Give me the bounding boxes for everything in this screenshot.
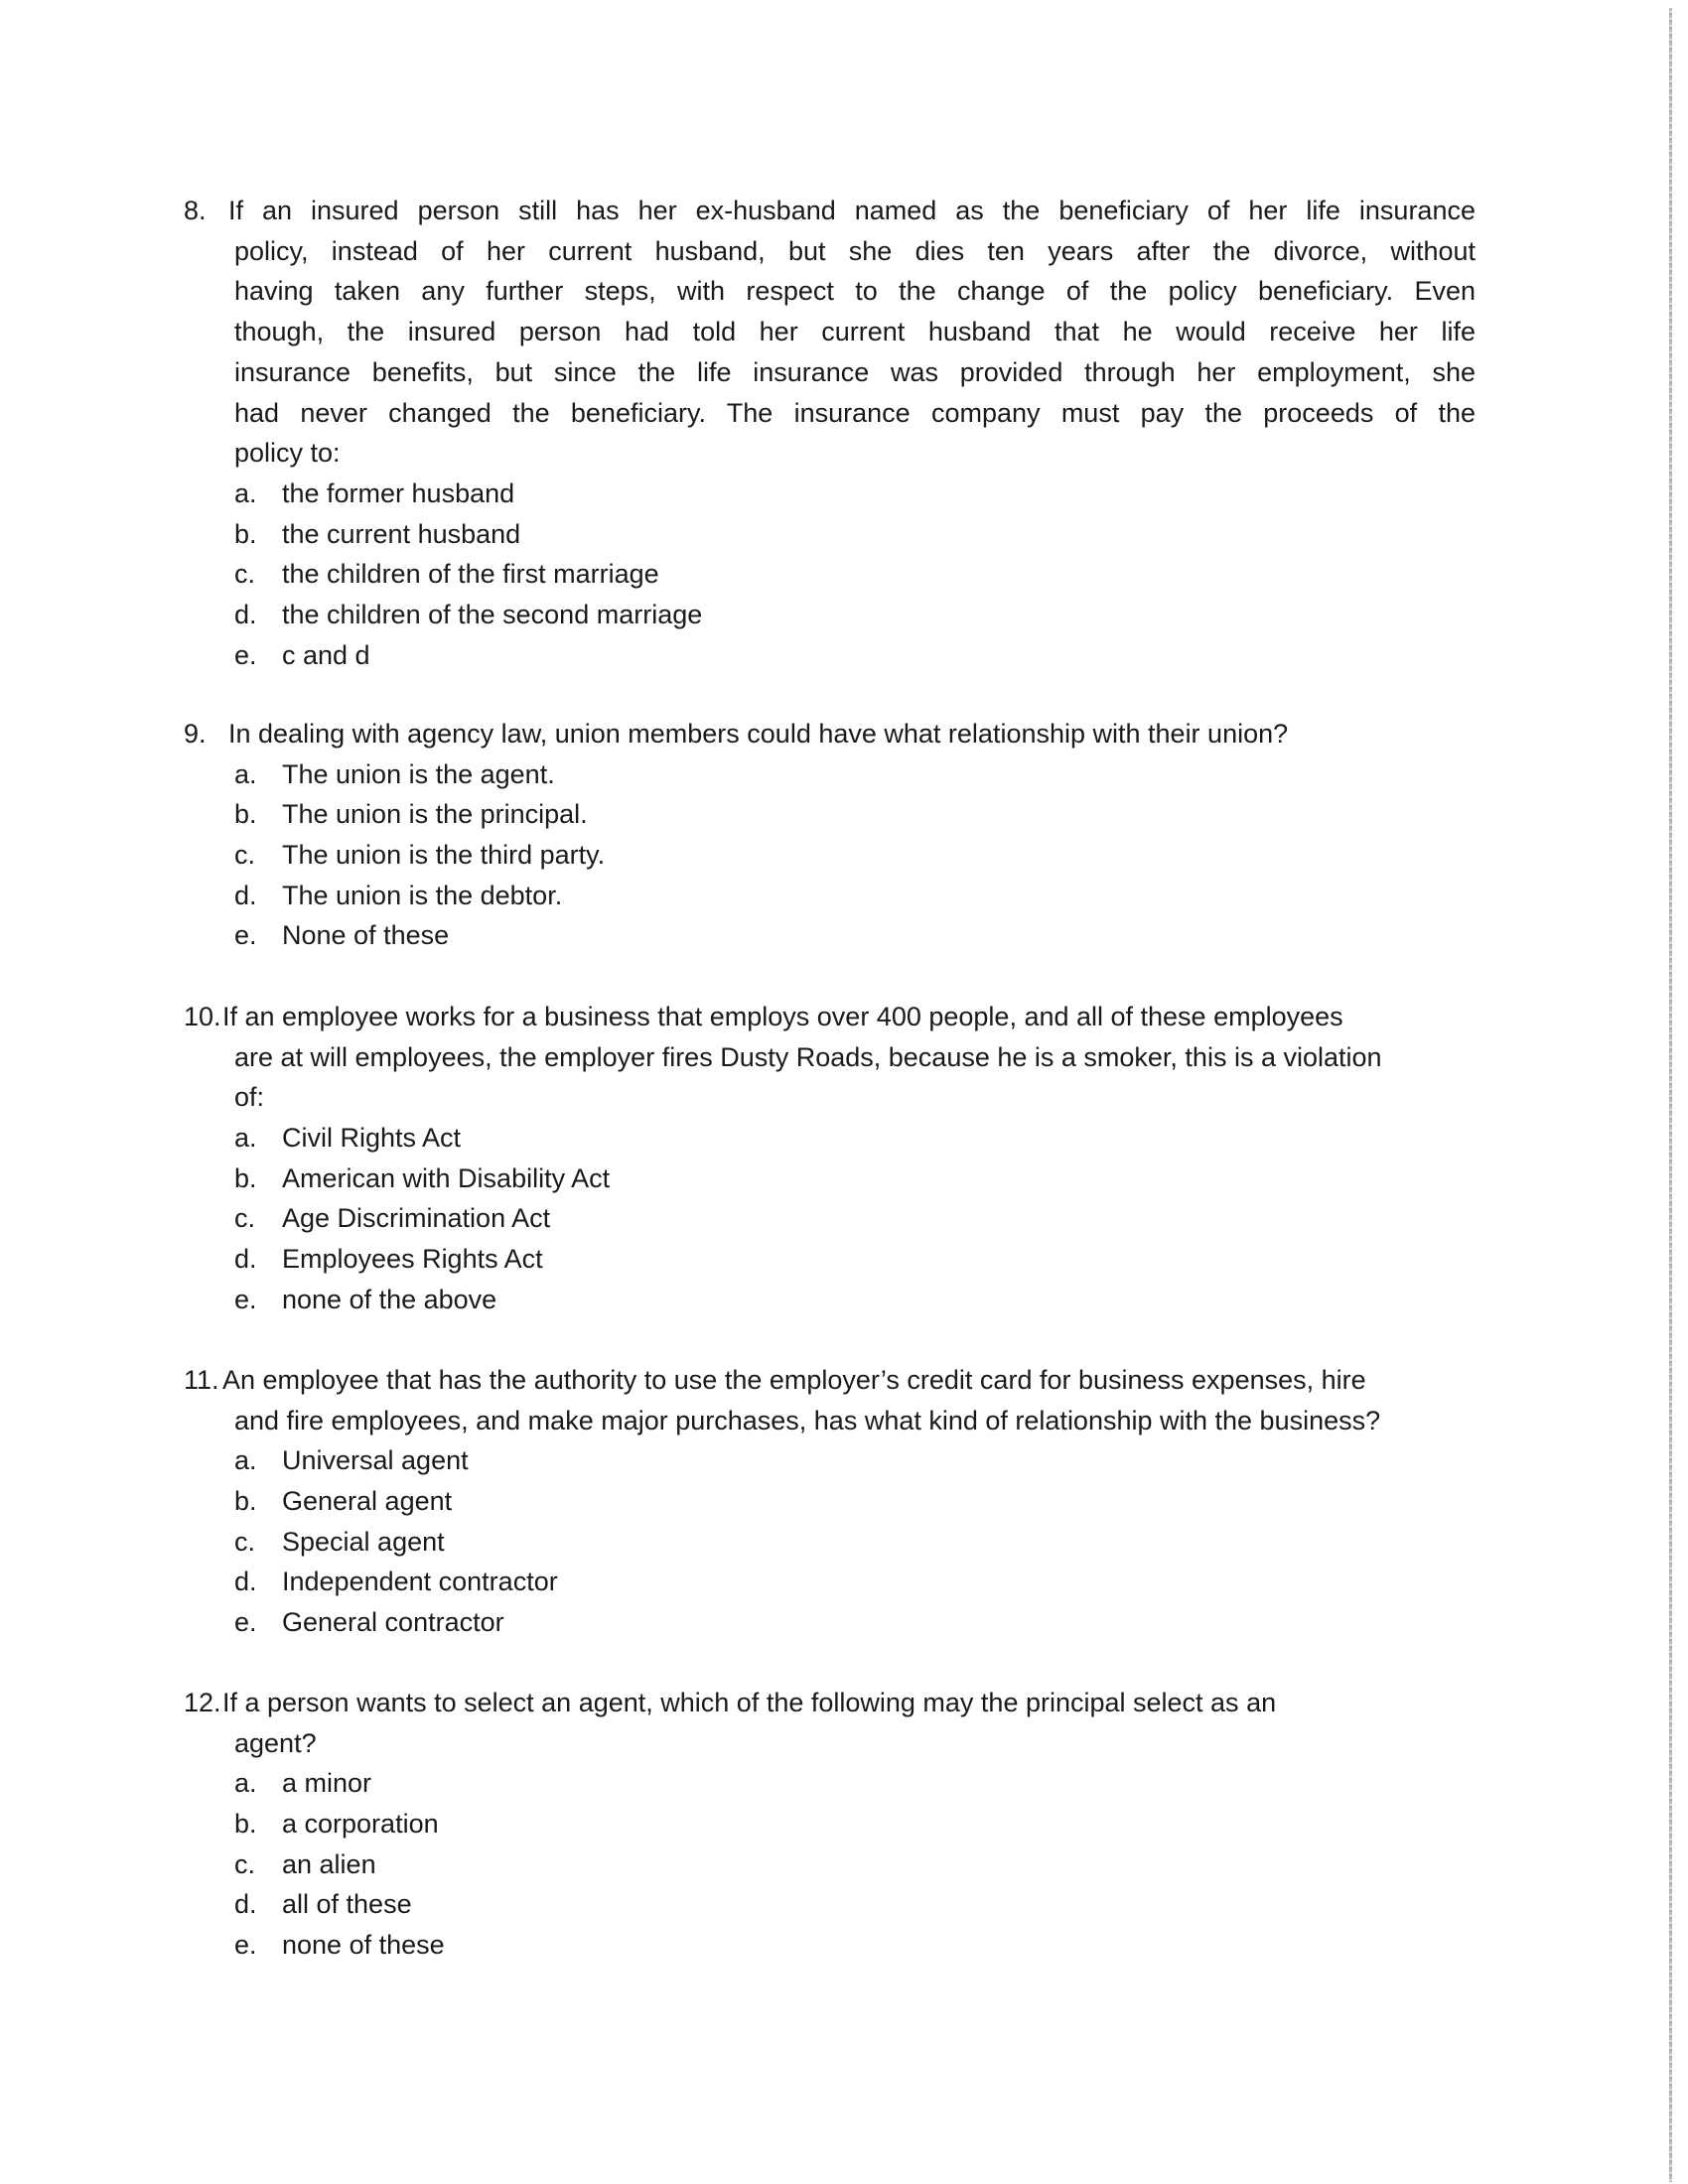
answer-option bbox=[234, 1198, 1476, 1239]
answer-option bbox=[234, 1562, 1476, 1602]
scan-edge-line bbox=[1669, 8, 1672, 2182]
option-letter: b. bbox=[234, 518, 257, 549]
question-number: 8. bbox=[184, 196, 207, 225]
option-text: a minor bbox=[282, 1768, 372, 1799]
option-letter: c. bbox=[234, 840, 256, 871]
option-letter: c. bbox=[234, 1203, 256, 1234]
option-letter: b. bbox=[234, 1809, 257, 1840]
question-text-line: If an insured person still has her ex-husband named as the beneficiary of her life insurance bbox=[228, 196, 1476, 225]
option-letter: a. bbox=[234, 478, 257, 508]
answer-option bbox=[234, 1844, 1476, 1885]
question-number: 12. bbox=[184, 1688, 221, 1717]
question-number: 11. bbox=[184, 1365, 219, 1395]
answer-option bbox=[234, 754, 1476, 795]
option-letter: d. bbox=[234, 1244, 257, 1275]
question-text-line: and fire employees, and make major purchases, has what kind of relationship with the business? bbox=[234, 1405, 1381, 1435]
option-letter: a. bbox=[234, 1123, 257, 1154]
option-letter: d. bbox=[234, 599, 257, 629]
answer-option bbox=[234, 1602, 1476, 1643]
option-text: The union is the agent. bbox=[282, 758, 555, 789]
answer-option bbox=[234, 1804, 1476, 1844]
answer-option bbox=[234, 1159, 1476, 1199]
question-text-line: had never changed the beneficiary. The insurance company must pay the proceeds of the bbox=[234, 397, 1476, 428]
option-letter: c. bbox=[234, 1848, 256, 1879]
option-text: none of the above bbox=[282, 1284, 497, 1314]
question-text-line: policy, instead of her current husband, but she dies ten years after the divorce, without bbox=[234, 235, 1476, 266]
answer-option bbox=[234, 514, 1476, 555]
question-number: 10. bbox=[184, 1002, 221, 1031]
option-letter: d. bbox=[234, 880, 257, 910]
option-text: Age Discrimination Act bbox=[282, 1203, 551, 1234]
question-text-line: having taken any further steps, with respect to the change of the policy beneficiary. Even bbox=[234, 276, 1476, 307]
answer-option bbox=[234, 915, 1476, 956]
question-text-line: If a person wants to select an agent, which of the following may the principal select as an bbox=[222, 1688, 1277, 1717]
option-text: a corporation bbox=[282, 1809, 439, 1840]
option-letter: b. bbox=[234, 799, 257, 830]
answer-option bbox=[234, 595, 1476, 635]
answer-option bbox=[234, 1481, 1476, 1522]
option-text: Employees Rights Act bbox=[282, 1244, 543, 1275]
option-letter: e. bbox=[234, 639, 257, 670]
question-text-line: though, the insured person had told her current husband that he would receive her life bbox=[234, 317, 1476, 347]
option-text: None of these bbox=[282, 920, 450, 951]
answer-option bbox=[234, 1925, 1476, 1966]
question-text-line: An employee that has the authority to use the employer’s credit card for business expenses, hire bbox=[222, 1365, 1366, 1395]
option-text: American with Disability Act bbox=[282, 1162, 611, 1193]
option-letter: e. bbox=[234, 1930, 257, 1961]
answer-option bbox=[234, 876, 1476, 916]
option-letter: a. bbox=[234, 1445, 257, 1476]
option-letter: b. bbox=[234, 1486, 257, 1517]
answer-option bbox=[234, 474, 1476, 514]
option-text: the former husband bbox=[282, 478, 515, 508]
question-text-line: In dealing with agency law, union members could have what relationship with their union? bbox=[228, 719, 1289, 749]
option-text: Special agent bbox=[282, 1526, 445, 1557]
question-text-line: insurance benefits, but since the life insurance was provided through her employment, she bbox=[234, 356, 1476, 387]
option-text: c and d bbox=[282, 639, 370, 670]
option-text: The union is the third party. bbox=[282, 840, 606, 871]
answer-option bbox=[234, 1440, 1476, 1481]
answer-option bbox=[234, 1763, 1476, 1804]
option-text: all of these bbox=[282, 1889, 412, 1920]
option-letter: c. bbox=[234, 559, 256, 590]
answer-option bbox=[234, 1239, 1476, 1280]
option-letter: e. bbox=[234, 1607, 257, 1638]
option-letter: c. bbox=[234, 1526, 256, 1557]
question-text-line: of: bbox=[234, 1082, 265, 1113]
question-text-line: are at will employees, the employer fires Dusty Roads, because he is a smoker, this is a violation bbox=[234, 1041, 1382, 1072]
option-letter: e. bbox=[234, 920, 257, 951]
option-letter: a. bbox=[234, 1768, 257, 1799]
option-letter: e. bbox=[234, 1284, 257, 1314]
option-text: Civil Rights Act bbox=[282, 1123, 462, 1154]
answer-option bbox=[234, 835, 1476, 876]
option-letter: b. bbox=[234, 1162, 257, 1193]
question-number: 9. bbox=[184, 719, 207, 749]
question-text-line: agent? bbox=[234, 1727, 317, 1758]
option-text: General agent bbox=[282, 1486, 453, 1517]
answer-option bbox=[234, 794, 1476, 835]
option-text: Universal agent bbox=[282, 1445, 469, 1476]
answer-option bbox=[234, 554, 1476, 595]
option-text: the current husband bbox=[282, 518, 521, 549]
option-text: The union is the debtor. bbox=[282, 880, 563, 910]
answer-option bbox=[234, 1280, 1476, 1320]
option-letter: a. bbox=[234, 758, 257, 789]
option-text: the children of the first marriage bbox=[282, 559, 659, 590]
option-letter: d. bbox=[234, 1567, 257, 1597]
question-text-line: If an employee works for a business that employs over 400 people, and all of these employees bbox=[222, 1002, 1343, 1031]
option-letter: d. bbox=[234, 1889, 257, 1920]
option-text: the children of the second marriage bbox=[282, 599, 703, 629]
option-text: none of these bbox=[282, 1930, 445, 1961]
option-text: General contractor bbox=[282, 1607, 504, 1638]
option-text: an alien bbox=[282, 1848, 376, 1879]
answer-option bbox=[234, 635, 1476, 676]
answer-option bbox=[234, 1118, 1476, 1159]
question-text-line: policy to: bbox=[234, 438, 341, 469]
option-text: Independent contractor bbox=[282, 1567, 558, 1597]
answer-option bbox=[234, 1522, 1476, 1563]
option-text: The union is the principal. bbox=[282, 799, 588, 830]
answer-option bbox=[234, 1884, 1476, 1925]
